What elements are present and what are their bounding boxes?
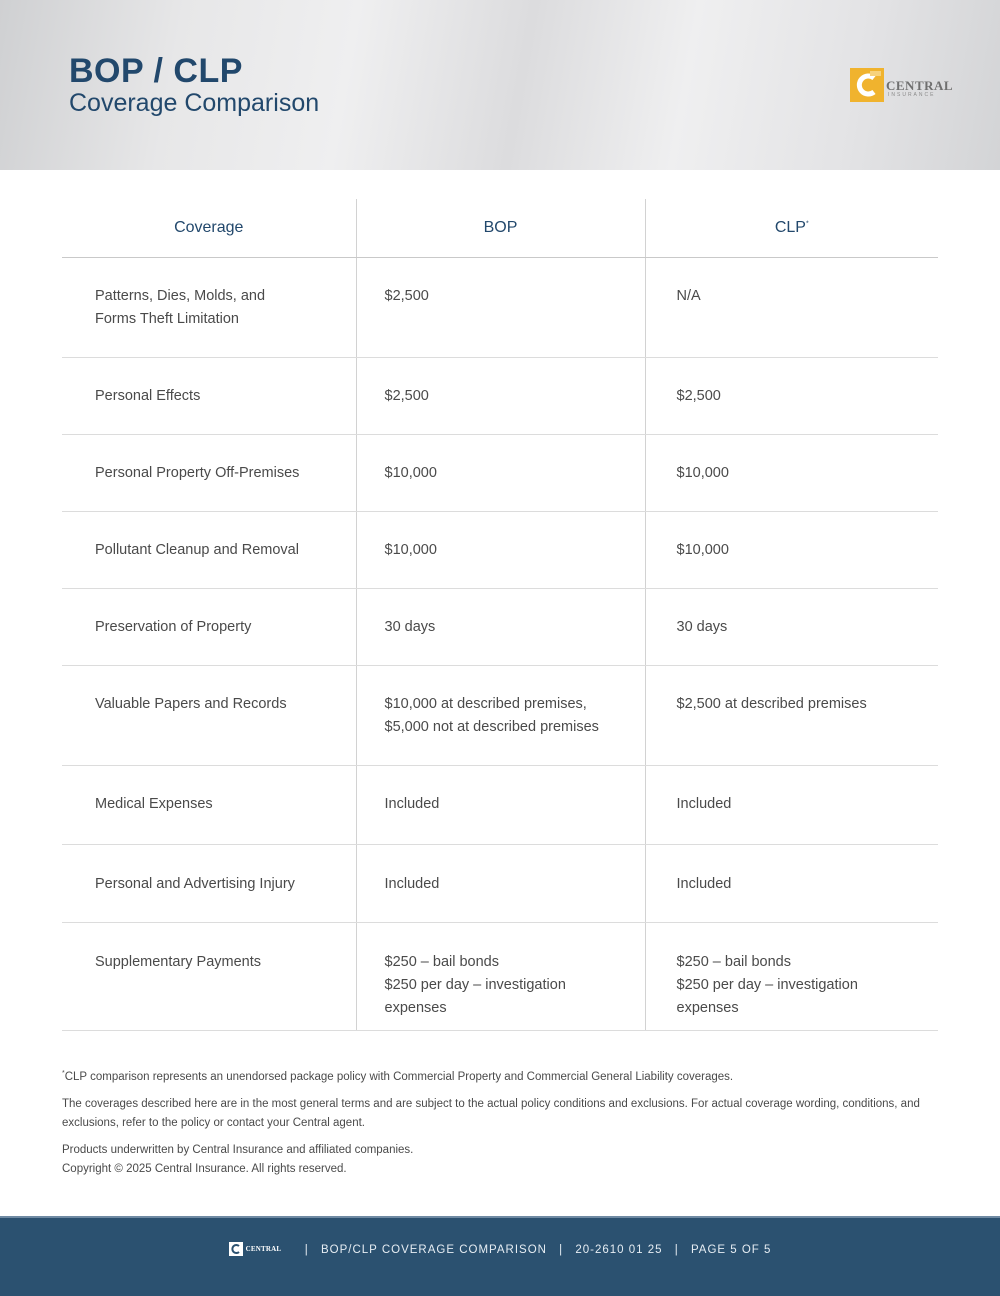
row-bop: Included [384,796,440,812]
row-bop: $10,000 [384,542,437,558]
row-clp: $250 – bail bonds $250 per day – investigation expenses [676,954,858,1016]
table-row [62,435,938,512]
footer-logo [229,1242,287,1258]
table-header-row [62,199,938,258]
table-row [62,845,938,923]
row-coverage: Supplementary Payments [95,954,262,970]
row-clp: Included [676,796,732,812]
row-coverage: Pollutant Cleanup and Removal [95,542,299,558]
footer-separator: | [674,1244,679,1257]
row-clp: N/A [676,288,701,304]
header-bop: BOP [356,199,645,258]
footnotes [62,1064,938,1179]
header-banner [0,0,1000,170]
header-clp-footnote-mark: * [805,220,809,228]
footer-line [0,1242,1000,1258]
row-bop: Included [384,876,440,892]
central-c-icon [850,68,884,102]
row-clp: $2,500 [676,388,721,404]
row-bop: $2,500 [384,288,429,304]
row-coverage: Valuable Papers and Records [95,696,287,712]
footer-bar [0,1216,1000,1296]
header-clp [645,199,938,258]
footer-central-c-icon [229,1242,243,1256]
row-coverage: Medical Expenses [95,796,213,812]
header-coverage: Coverage [62,199,356,258]
clp-footnote [62,1064,938,1087]
logo-name: CENTRAL [886,78,954,93]
header-clp-label: CLP [774,219,806,236]
row-bop: $10,000 [384,465,437,481]
copyright: Copyright © 2025 Central Insurance. All rights reserved. [62,1162,347,1175]
table-row [62,666,938,766]
page-subtitle: Coverage Comparison [69,89,320,117]
row-coverage: Personal and Advertising Injury [95,876,295,892]
row-bop: $10,000 at described premises, $5,000 not at described premises [384,696,599,735]
logo-tagline: INSURANCE [888,92,936,98]
table-row [62,766,938,845]
row-clp: $10,000 [676,542,729,558]
footer-form-number: 20-2610 01 25 [575,1244,663,1257]
row-bop: 30 days [384,619,436,635]
table-row [62,589,938,666]
central-logo [850,68,960,102]
row-bop: $2,500 [384,388,429,404]
row-bop: $250 – bail bonds $250 per day – investigation expenses [384,954,566,1016]
row-clp: Included [676,876,732,892]
footer-separator: | [559,1244,564,1257]
row-coverage: Patterns, Dies, Molds, and Forms Theft Limitation [95,288,266,327]
footnote-text: CLP comparison represents an unendorsed package policy with Commercial Property and Commercial General Liability coverages. [64,1070,734,1083]
disclaimer: The coverages described here are in the most general terms and are subject to the actual policy conditions and exclusions. For actual coverage wording, conditions, and exclusions, refer to the policy or contact your Central agent. [62,1097,920,1129]
footer-logo-name: CENTRAL [245,1245,282,1253]
table-row [62,258,938,358]
row-clp: 30 days [676,619,728,635]
table-row [62,512,938,589]
footer-page-number: PAGE 5 OF 5 [690,1244,772,1257]
coverage-comparison-table [62,199,938,1031]
row-coverage: Personal Effects [95,388,201,404]
footer-separator: | [304,1244,309,1257]
row-clp: $10,000 [676,465,729,481]
table-row [62,923,938,1031]
page-title: BOP / CLP [69,52,243,90]
footnote-mark: * [62,1070,65,1077]
row-clp: $2,500 at described premises [676,696,867,712]
underwriting-note: Products underwritten by Central Insurance and affiliated companies. [62,1143,414,1156]
footer-doc-title: BOP/CLP COVERAGE COMPARISON [320,1244,547,1257]
table-row [62,358,938,435]
row-coverage: Personal Property Off-Premises [95,465,300,481]
row-coverage: Preservation of Property [95,619,252,635]
